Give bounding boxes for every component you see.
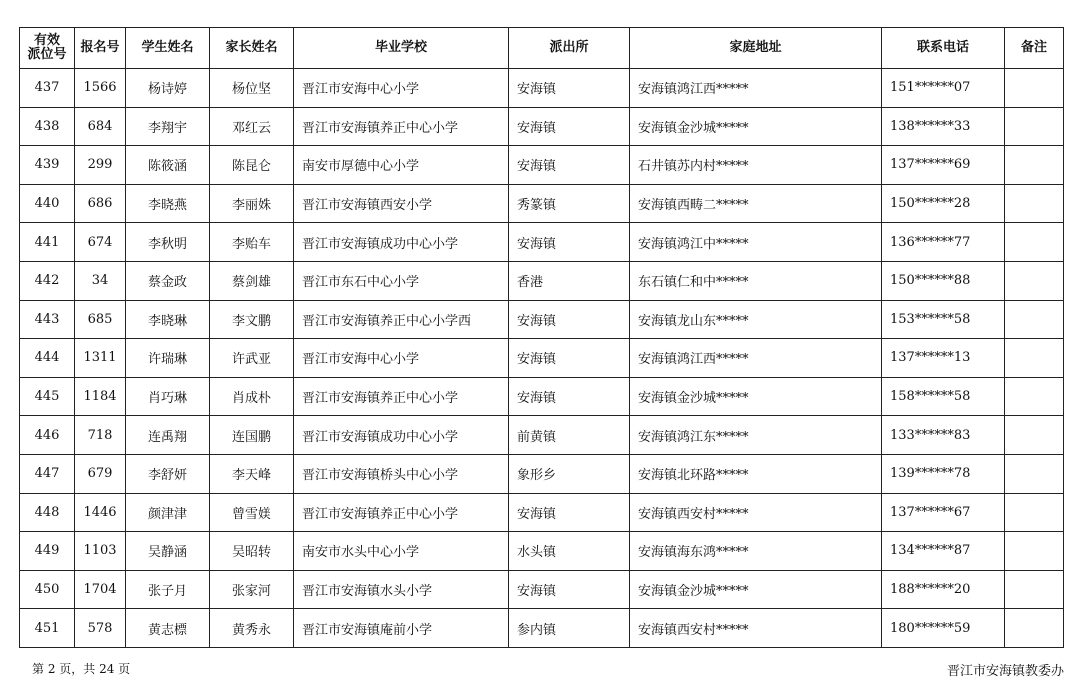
header-allocation-number: 有效 派位号 (20, 28, 75, 69)
cell-registration-number: 1566 (75, 69, 126, 108)
cell-parent-name: 张家河 (210, 570, 294, 609)
cell-phone: 137******69 (882, 146, 1005, 185)
cell-student-name: 李舒妍 (126, 454, 210, 493)
cell-allocation-number: 437 (20, 69, 75, 108)
cell-police-station: 安海镇 (509, 377, 630, 416)
cell-phone: 137******13 (882, 339, 1005, 378)
cell-home-address: 安海镇鸿江西***** (630, 69, 882, 108)
cell-police-station: 安海镇 (509, 146, 630, 185)
table-row (20, 416, 1064, 455)
cell-graduation-school: 晋江市安海镇西安小学 (294, 184, 509, 223)
cell-police-station: 参内镇 (509, 609, 630, 648)
table-row (20, 300, 1064, 339)
cell-parent-name: 李丽姝 (210, 184, 294, 223)
cell-police-station: 前黄镇 (509, 416, 630, 455)
cell-graduation-school: 晋江市安海镇成功中心小学 (294, 416, 509, 455)
cell-registration-number: 679 (75, 454, 126, 493)
cell-allocation-number: 451 (20, 609, 75, 648)
cell-registration-number: 686 (75, 184, 126, 223)
cell-parent-name: 连国鹏 (210, 416, 294, 455)
header-registration-number: 报名号 (75, 28, 126, 69)
cell-student-name: 李晓燕 (126, 184, 210, 223)
cell-student-name: 张子月 (126, 570, 210, 609)
cell-phone: 133******83 (882, 416, 1005, 455)
table-row (20, 184, 1064, 223)
cell-remarks (1005, 107, 1064, 146)
table-row (20, 609, 1064, 648)
cell-student-name: 陈筱涵 (126, 146, 210, 185)
table-row (20, 223, 1064, 262)
cell-police-station: 秀篆镇 (509, 184, 630, 223)
cell-allocation-number: 447 (20, 454, 75, 493)
cell-remarks (1005, 261, 1064, 300)
cell-police-station: 安海镇 (509, 107, 630, 146)
cell-phone: 150******28 (882, 184, 1005, 223)
cell-home-address: 安海镇金沙城***** (630, 377, 882, 416)
cell-allocation-number: 444 (20, 339, 75, 378)
cell-student-name: 李翔宇 (126, 107, 210, 146)
cell-home-address: 安海镇鸿江西***** (630, 339, 882, 378)
header-home-address: 家庭地址 (630, 28, 882, 69)
cell-remarks (1005, 609, 1064, 648)
table-row (20, 377, 1064, 416)
cell-registration-number: 1311 (75, 339, 126, 378)
cell-parent-name: 许武亚 (210, 339, 294, 378)
cell-phone: 150******88 (882, 261, 1005, 300)
cell-police-station: 象形乡 (509, 454, 630, 493)
cell-remarks (1005, 454, 1064, 493)
cell-parent-name: 陈昆仑 (210, 146, 294, 185)
cell-graduation-school: 晋江市东石中心小学 (294, 261, 509, 300)
cell-remarks (1005, 570, 1064, 609)
cell-phone: 153******58 (882, 300, 1005, 339)
cell-home-address: 东石镇仁和中***** (630, 261, 882, 300)
cell-registration-number: 34 (75, 261, 126, 300)
header-graduation-school: 毕业学校 (294, 28, 509, 69)
cell-registration-number: 299 (75, 146, 126, 185)
cell-remarks (1005, 184, 1064, 223)
cell-registration-number: 718 (75, 416, 126, 455)
cell-student-name: 许瑞琳 (126, 339, 210, 378)
cell-graduation-school: 晋江市安海中心小学 (294, 339, 509, 378)
cell-parent-name: 李天峰 (210, 454, 294, 493)
cell-phone: 134******87 (882, 532, 1005, 571)
cell-student-name: 黄志標 (126, 609, 210, 648)
cell-police-station: 安海镇 (509, 69, 630, 108)
table-row (20, 107, 1064, 146)
header-police-station: 派出所 (509, 28, 630, 69)
cell-graduation-school: 晋江市安海镇养正中心小学 (294, 377, 509, 416)
cell-allocation-number: 446 (20, 416, 75, 455)
header-phone: 联系电话 (882, 28, 1005, 69)
cell-graduation-school: 晋江市安海镇成功中心小学 (294, 223, 509, 262)
cell-registration-number: 1103 (75, 532, 126, 571)
cell-allocation-number: 449 (20, 532, 75, 571)
cell-remarks (1005, 493, 1064, 532)
cell-remarks (1005, 532, 1064, 571)
cell-parent-name: 杨位坚 (210, 69, 294, 108)
cell-remarks (1005, 146, 1064, 185)
cell-phone: 158******58 (882, 377, 1005, 416)
cell-parent-name: 黄秀永 (210, 609, 294, 648)
cell-home-address: 安海镇海东鸿***** (630, 532, 882, 571)
cell-graduation-school: 晋江市安海镇养正中心小学 (294, 107, 509, 146)
cell-phone: 139******78 (882, 454, 1005, 493)
cell-remarks (1005, 300, 1064, 339)
cell-allocation-number: 442 (20, 261, 75, 300)
cell-graduation-school: 晋江市安海中心小学 (294, 69, 509, 108)
cell-police-station: 安海镇 (509, 223, 630, 262)
header-remarks: 备注 (1005, 28, 1064, 69)
cell-home-address: 石井镇苏内村***** (630, 146, 882, 185)
cell-student-name: 吴静涵 (126, 532, 210, 571)
cell-phone: 188******20 (882, 570, 1005, 609)
cell-police-station: 安海镇 (509, 300, 630, 339)
cell-home-address: 安海镇鸿江中***** (630, 223, 882, 262)
cell-allocation-number: 445 (20, 377, 75, 416)
cell-remarks (1005, 69, 1064, 108)
cell-phone: 151******07 (882, 69, 1005, 108)
cell-student-name: 肖巧琳 (126, 377, 210, 416)
cell-graduation-school: 晋江市安海镇养正中心小学 (294, 493, 509, 532)
page-number: 第 2 页，共 24 页 (32, 662, 131, 676)
cell-graduation-school: 晋江市安海镇庵前小学 (294, 609, 509, 648)
table-row (20, 454, 1064, 493)
cell-parent-name: 肖成朴 (210, 377, 294, 416)
cell-home-address: 安海镇龙山东***** (630, 300, 882, 339)
table-header-row (20, 28, 1064, 69)
cell-remarks (1005, 339, 1064, 378)
cell-parent-name: 邓红云 (210, 107, 294, 146)
cell-student-name: 杨诗婷 (126, 69, 210, 108)
cell-graduation-school: 南安市厚德中心小学 (294, 146, 509, 185)
cell-home-address: 安海镇金沙城***** (630, 107, 882, 146)
cell-home-address: 安海镇西畴二***** (630, 184, 882, 223)
cell-police-station: 安海镇 (509, 339, 630, 378)
cell-graduation-school: 南安市水头中心小学 (294, 532, 509, 571)
cell-student-name: 颜津津 (126, 493, 210, 532)
table-row (20, 261, 1064, 300)
cell-graduation-school: 晋江市安海镇养正中心小学西 (294, 300, 509, 339)
table-row (20, 570, 1064, 609)
table-row (20, 69, 1064, 108)
cell-graduation-school: 晋江市安海镇桥头中心小学 (294, 454, 509, 493)
cell-police-station: 安海镇 (509, 570, 630, 609)
cell-student-name: 蔡金政 (126, 261, 210, 300)
cell-allocation-number: 441 (20, 223, 75, 262)
cell-registration-number: 578 (75, 609, 126, 648)
cell-allocation-number: 439 (20, 146, 75, 185)
cell-home-address: 安海镇西安村***** (630, 609, 882, 648)
cell-remarks (1005, 223, 1064, 262)
table-row (20, 532, 1064, 571)
cell-police-station: 安海镇 (509, 493, 630, 532)
cell-police-station: 水头镇 (509, 532, 630, 571)
cell-phone: 138******33 (882, 107, 1005, 146)
cell-allocation-number: 440 (20, 184, 75, 223)
cell-home-address: 安海镇金沙城***** (630, 570, 882, 609)
cell-allocation-number: 448 (20, 493, 75, 532)
cell-registration-number: 685 (75, 300, 126, 339)
table-body (20, 69, 1064, 648)
cell-registration-number: 1184 (75, 377, 126, 416)
table-row (20, 493, 1064, 532)
cell-allocation-number: 443 (20, 300, 75, 339)
cell-home-address: 安海镇北环路***** (630, 454, 882, 493)
admission-table (19, 27, 1064, 648)
cell-police-station: 香港 (509, 261, 630, 300)
cell-remarks (1005, 377, 1064, 416)
cell-registration-number: 684 (75, 107, 126, 146)
cell-registration-number: 674 (75, 223, 126, 262)
table-row (20, 146, 1064, 185)
cell-registration-number: 1704 (75, 570, 126, 609)
cell-parent-name: 吴昭转 (210, 532, 294, 571)
cell-phone: 136******77 (882, 223, 1005, 262)
cell-student-name: 连禹翔 (126, 416, 210, 455)
cell-allocation-number: 450 (20, 570, 75, 609)
issuer-name: 晋江市安海镇教委办 (946, 664, 1064, 679)
cell-graduation-school: 晋江市安海镇水头小学 (294, 570, 509, 609)
table-row (20, 339, 1064, 378)
cell-parent-name: 蔡剑雄 (210, 261, 294, 300)
cell-remarks (1005, 416, 1064, 455)
cell-phone: 180******59 (882, 609, 1005, 648)
cell-student-name: 李秋明 (126, 223, 210, 262)
cell-parent-name: 李贻车 (210, 223, 294, 262)
cell-phone: 137******67 (882, 493, 1005, 532)
cell-parent-name: 曾雪媄 (210, 493, 294, 532)
cell-home-address: 安海镇西安村***** (630, 493, 882, 532)
cell-home-address: 安海镇鸿江东***** (630, 416, 882, 455)
header-parent-name: 家长姓名 (210, 28, 294, 69)
cell-allocation-number: 438 (20, 107, 75, 146)
header-student-name: 学生姓名 (126, 28, 210, 69)
cell-student-name: 李晓琳 (126, 300, 210, 339)
cell-parent-name: 李文鹏 (210, 300, 294, 339)
cell-registration-number: 1446 (75, 493, 126, 532)
